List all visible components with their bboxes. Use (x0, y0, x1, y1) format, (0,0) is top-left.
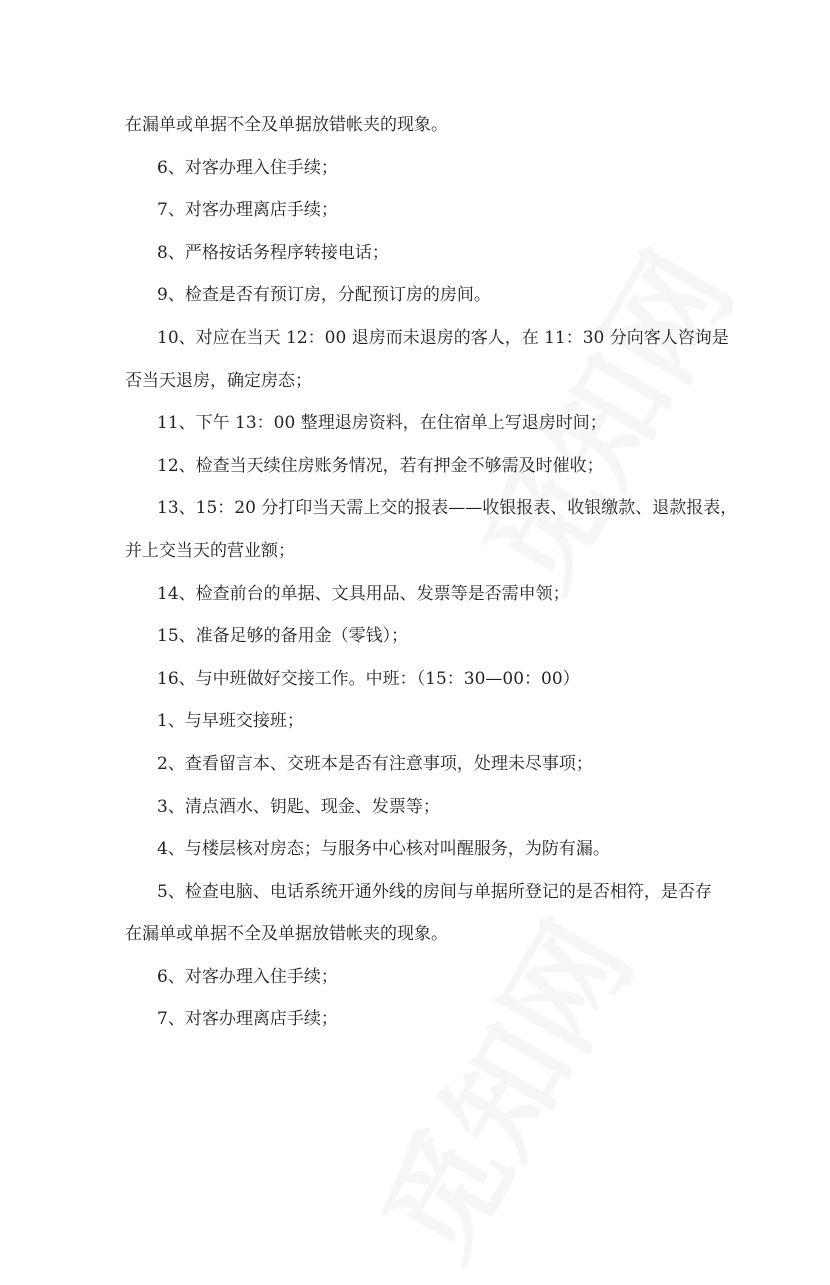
text-line: 2、查看留言本、交班本是否有注意事项，处理未尽事项； (157, 753, 593, 774)
text-line: 15、准备足够的备用金（零钱）； (157, 626, 409, 647)
text-line: 1、与早班交接班； (157, 711, 304, 732)
text-line: 12、检查当天续住房账务情况，若有押金不够需及时催收； (157, 455, 604, 476)
text-line: 11、下午 13：00 整理退房资料，在住宿单上写退房时间； (157, 413, 607, 434)
document-body (125, 110, 738, 1047)
text-line: 10、对应在当天 12：00 退房而未退房的客人，在 11：30 分向客人咨询是 (157, 327, 729, 348)
text-line: 6、对客办理入住手续； (157, 966, 338, 987)
text-line: 8、严格按话务程序转接电话； (157, 242, 389, 263)
text-line: 7、对客办理离店手续； (157, 200, 338, 221)
text-line: 9、检查是否有预订房，分配预订房的房间。 (157, 285, 491, 306)
text-line: 否当天退房，确定房态； (125, 370, 312, 391)
text-line: 13、15：20 分打印当天需上交的报表——收银报表、收银缴款、退款报表， (157, 498, 738, 519)
text-line: 14、检查前台的单据、文具用品、发票等是否需申领； (157, 583, 570, 604)
text-line: 在漏单或单据不全及单据放错帐夹的现象。 (125, 115, 448, 135)
text-line: 并上交当天的营业额； (125, 540, 295, 561)
text-line: 7、对客办理离店手续； (157, 1009, 338, 1030)
text-line: 在漏单或单据不全及单据放错帐夹的现象。 (125, 924, 448, 945)
text-line: 4、与楼层核对房态；与服务中心核对叫醒服务，为防有漏。 (157, 839, 610, 860)
text-line: 3、清点酒水、钥匙、现金、发票等； (157, 796, 440, 817)
text-line: 5、检查电脑、电话系统开通外线的房间与单据所登记的是否相符，是否存 (157, 881, 712, 902)
text-line: 16、与中班做好交接工作。中班：（15：30—00：00） (157, 668, 580, 689)
text-line: 6、对客办理入住手续； (157, 157, 338, 178)
